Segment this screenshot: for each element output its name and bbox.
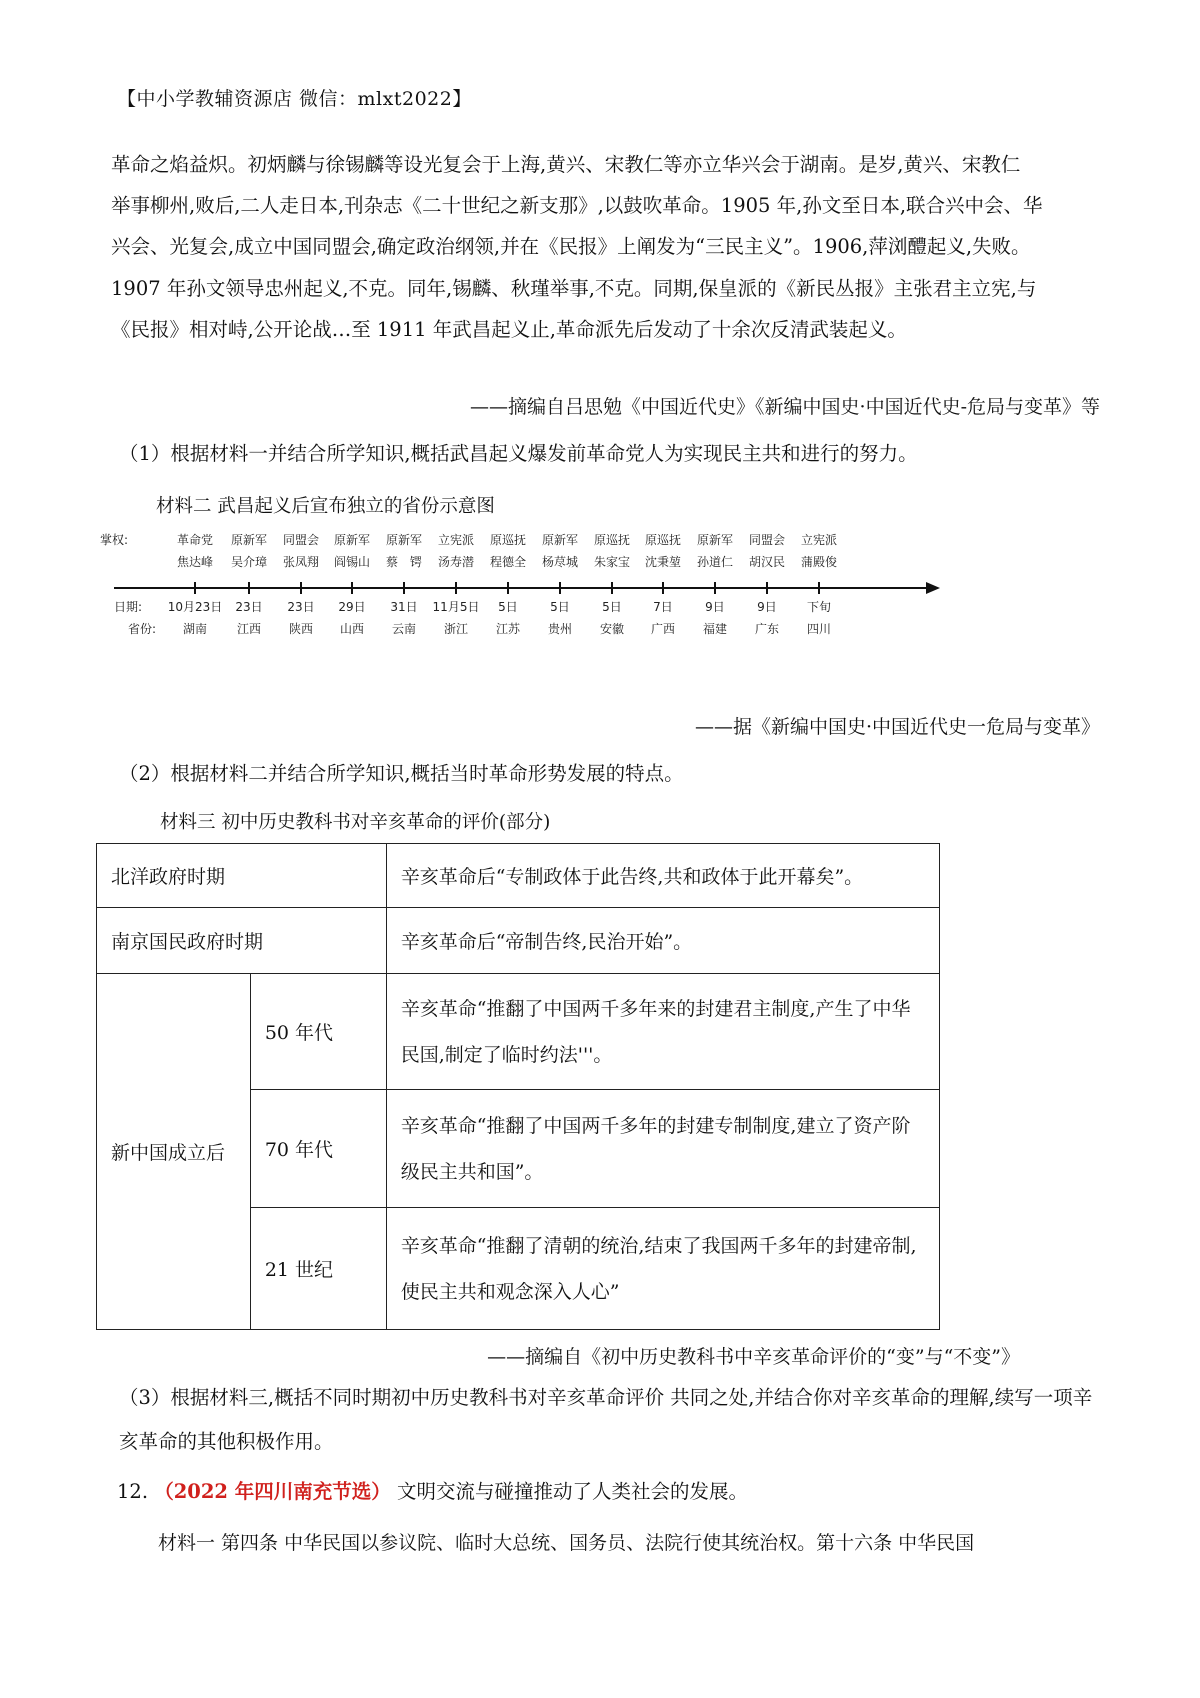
independence-timeline-diagram bbox=[100, 528, 940, 648]
timeline-date: 5日 bbox=[602, 600, 622, 614]
timeline-province: 湖南 bbox=[182, 622, 208, 636]
table-row bbox=[97, 974, 940, 1090]
timeline-province: 浙江 bbox=[443, 622, 469, 636]
period-cell: 北洋政府时期 bbox=[97, 844, 387, 908]
question-three: （3）根据材料三,概括不同时期初中历史教科书对辛亥革命评价 共同之处,并结合你对辛亥革命的理解,续写一项辛亥革命的其他积极作用。 bbox=[119, 1386, 1093, 1453]
timeline-province: 江西 bbox=[236, 622, 262, 636]
timeline-date: 5日 bbox=[498, 600, 518, 614]
material-two-source: ——据《新编中国史·中国近代史一危局与变革》 bbox=[694, 716, 1100, 738]
timeline-person: 阎锡山 bbox=[333, 555, 371, 569]
question-one: （1）根据材料一并结合所学知识,概括武昌起义爆发前革命党人为实现民主共和进行的努力。 bbox=[119, 442, 918, 465]
row-label-province: 省份: bbox=[128, 622, 157, 636]
question-number: 12. bbox=[117, 1480, 149, 1503]
timeline-person: 张凤翔 bbox=[282, 555, 320, 569]
era-cell: 50 年代 bbox=[250, 974, 386, 1090]
timeline-person: 孙道仁 bbox=[696, 555, 734, 569]
timeline-province: 云南 bbox=[391, 622, 417, 636]
timeline-person: 汤寿潜 bbox=[437, 555, 475, 569]
group-cell: 新中国成立后 bbox=[97, 974, 251, 1330]
timeline-person: 蔡 锷 bbox=[385, 555, 423, 569]
row-label-power: 掌权: bbox=[100, 533, 129, 547]
timeline-faction: 同盟会 bbox=[748, 533, 786, 547]
material-four-line: 材料一 第四条 中华民国以参议院、临时大总统、国务员、法院行使其统治权。第十六条 中华民国 bbox=[158, 1532, 975, 1554]
period-cell: 南京国民政府时期 bbox=[97, 908, 387, 974]
material-two-title: 材料二 武昌起义后宣布独立的省份示意图 bbox=[156, 496, 495, 517]
timeline-person: 胡汉民 bbox=[748, 555, 786, 569]
question-stem: 文明交流与碰撞推动了人类社会的发展。 bbox=[396, 1480, 748, 1503]
question-two: （2）根据材料二并结合所学知识,概括当时革命形势发展的特点。 bbox=[119, 762, 684, 785]
paragraph-line: 《民报》相对峙,公开论战…至 1911 年武昌起义止,革命派先后发动了十余次反清武装起义。 bbox=[111, 317, 907, 341]
timeline-faction: 原新军 bbox=[333, 533, 371, 547]
timeline-faction: 同盟会 bbox=[282, 533, 320, 547]
timeline-faction: 原巡抚 bbox=[489, 533, 527, 547]
timeline-date: 11月5日 bbox=[432, 600, 480, 614]
material-one-paragraph bbox=[111, 144, 1101, 350]
timeline-faction: 原新军 bbox=[230, 533, 268, 547]
timeline-province: 贵州 bbox=[547, 622, 573, 636]
timeline-arrow-icon bbox=[926, 582, 940, 594]
timeline-faction: 立宪派 bbox=[800, 533, 838, 547]
evaluation-cell: 辛亥革命“推翻了中国两千多年来的封建君主制度,产生了中华民国,制定了临时约法'''。 bbox=[386, 974, 939, 1090]
timeline-date: 7日 bbox=[653, 600, 673, 614]
timeline-person: 朱家宝 bbox=[593, 555, 631, 569]
timeline-person: 杨荩城 bbox=[541, 555, 579, 569]
timeline-province: 山西 bbox=[339, 622, 365, 636]
evaluation-cell: 辛亥革命“推翻了清朝的统治,结束了我国两千多年的封建帝制,使民主共和观念深入人心” bbox=[386, 1208, 939, 1330]
timeline-province: 安徽 bbox=[599, 622, 625, 636]
question-source-tag: （2022 年四川南充节选） bbox=[154, 1480, 391, 1503]
question-twelve bbox=[117, 1476, 748, 1504]
timeline-date: 31日 bbox=[390, 600, 418, 614]
timeline-person: 沈秉堃 bbox=[644, 555, 682, 569]
timeline-date: 29日 bbox=[338, 600, 366, 614]
timeline-province: 广西 bbox=[650, 622, 676, 636]
page-header: 【中小学教辅资源店 微信：mlxt2022】 bbox=[117, 88, 472, 110]
timeline-person: 吴介璋 bbox=[230, 555, 268, 569]
timeline-person: 蒲殿俊 bbox=[800, 555, 838, 569]
timeline-faction: 立宪派 bbox=[437, 533, 475, 547]
timeline-faction: 原新军 bbox=[541, 533, 579, 547]
timeline-date: 9日 bbox=[757, 600, 777, 614]
era-cell: 21 世纪 bbox=[250, 1208, 386, 1330]
evaluation-cell: 辛亥革命后“帝制告终,民治开始”。 bbox=[386, 908, 939, 974]
paragraph-line: 革命之焰益炽。初炳麟与徐锡麟等设光复会于上海,黄兴、宋教仁等亦立华兴会于湖南。是岁,黄兴、宋教仁 bbox=[111, 153, 1021, 176]
timeline-province: 广东 bbox=[754, 622, 780, 636]
timeline-province: 陕西 bbox=[288, 622, 314, 636]
paragraph-line: 兴会、光复会,成立中国同盟会,确定政治纲领,并在《民报》上阐发为“三民主义”。1906,萍浏醴起义,失败。 bbox=[111, 235, 1031, 259]
evaluation-cell: 辛亥革命“推翻了中国两千多年的封建专制制度,建立了资产阶级民主共和国”。 bbox=[386, 1090, 939, 1208]
material-three-title: 材料三 初中历史教科书对辛亥革命的评价(部分) bbox=[160, 812, 551, 833]
material-one-source: ——摘编自吕思勉《中国近代史》《新编中国史·中国近代史-危局与变革》等 bbox=[470, 396, 1100, 418]
timeline-date: 10月23日 bbox=[167, 600, 223, 614]
timeline-faction: 原巡抚 bbox=[593, 533, 631, 547]
paragraph-line: 1907 年孙文领导忠州起义,不克。同年,锡麟、秋瑾举事,不克。同期,保皇派的《新民丛报》主张君主立宪,与 bbox=[111, 276, 1037, 300]
timeline-faction: 原新军 bbox=[385, 533, 423, 547]
table-row bbox=[97, 908, 940, 974]
material-three-source: ——摘编自《初中历史教科书中辛亥革命评价的“变”与“不变”》 bbox=[487, 1346, 1020, 1368]
evaluation-cell: 辛亥革命后“专制政体于此告终,共和政体于此开幕矣”。 bbox=[386, 844, 939, 908]
timeline-faction: 原新军 bbox=[696, 533, 734, 547]
timeline-province: 福建 bbox=[702, 622, 728, 636]
era-cell: 70 年代 bbox=[250, 1090, 386, 1208]
timeline-date: 9日 bbox=[705, 600, 725, 614]
paragraph-line: 举事柳州,败后,二人走日本,刊杂志《二十世纪之新支那》,以鼓吹革命。1905 年,孙文至日本,联合兴中会、华 bbox=[111, 194, 1043, 218]
timeline-person: 程德全 bbox=[489, 555, 527, 569]
timeline-province: 四川 bbox=[806, 622, 832, 636]
timeline-date: 5日 bbox=[550, 600, 570, 614]
timeline-province: 江苏 bbox=[495, 622, 521, 636]
timeline-person: 焦达峰 bbox=[176, 555, 214, 569]
timeline-faction: 原巡抚 bbox=[644, 533, 682, 547]
row-label-date: 日期: bbox=[114, 600, 143, 614]
timeline-date: 23日 bbox=[235, 600, 263, 614]
timeline-date: 下旬 bbox=[806, 600, 832, 614]
evaluation-table bbox=[96, 843, 940, 1330]
table-row bbox=[97, 844, 940, 908]
timeline-date: 23日 bbox=[287, 600, 315, 614]
timeline-faction: 革命党 bbox=[176, 533, 214, 547]
